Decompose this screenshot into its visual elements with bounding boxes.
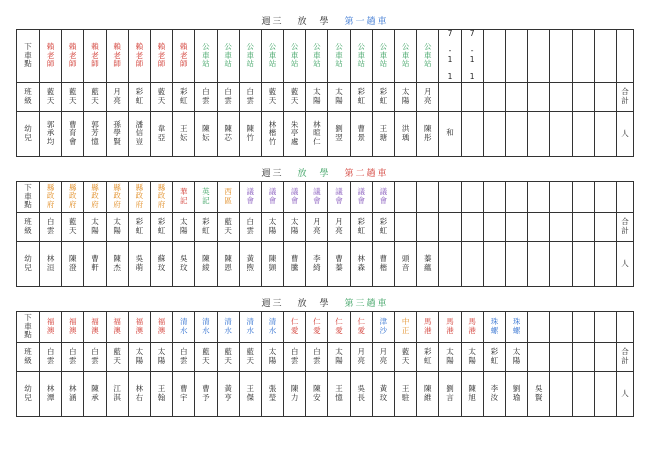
table-cell (528, 311, 550, 342)
table-cell (572, 342, 594, 371)
table-row (17, 30, 634, 83)
schedule-table (16, 29, 634, 157)
table-cell: 林 潭 (40, 371, 62, 416)
table-cell: 曹 育 會 (62, 111, 84, 156)
table-cell (483, 181, 505, 212)
block-title-segment: 放 學 (297, 17, 331, 27)
table-cell: 曹 騰 (284, 241, 306, 286)
row-tail: 人 (617, 371, 634, 416)
table-cell: 白 雲 (40, 342, 62, 371)
table-cell (483, 111, 505, 156)
table-cell (439, 212, 461, 241)
block-title-segment: 第三趟車 (344, 298, 389, 309)
table-cell: 藍 天 (239, 342, 261, 371)
table-cell (483, 212, 505, 241)
block-title (16, 166, 634, 179)
table-cell (594, 212, 616, 241)
table-cell: 福 澳 (106, 311, 128, 342)
table-cell: 公 車 站 (395, 30, 417, 83)
table-cell: 太 陽 (84, 212, 106, 241)
table-cell (572, 181, 594, 212)
row-tail: 合 計 (617, 212, 634, 241)
table-cell (550, 342, 572, 371)
table-cell (528, 181, 550, 212)
table-cell: 頭 音 (395, 241, 417, 286)
table-cell (528, 82, 550, 111)
table-cell (594, 30, 616, 83)
table-cell: 王 傑 (239, 371, 261, 416)
table-cell: 彩 虹 (173, 82, 195, 111)
table-cell: 彩 虹 (128, 212, 150, 241)
table-cell: 陳 安 (306, 371, 328, 416)
table-cell: 陳 恩 (217, 241, 239, 286)
table-cell: 公 車 站 (239, 30, 261, 83)
table-cell: 陳 芯 (217, 111, 239, 156)
table-cell (594, 311, 616, 342)
table-cell: 太 陽 (328, 342, 350, 371)
table-cell (461, 212, 483, 241)
table-cell: 仁 愛 (328, 311, 350, 342)
table-cell: 白 雲 (306, 342, 328, 371)
table-cell (505, 30, 527, 83)
block-title-segment: 放 學 (297, 298, 331, 309)
table-cell: 白 雲 (195, 82, 217, 111)
table-cell: 太 陽 (106, 212, 128, 241)
table-cell: 郭 芳 憶 (84, 111, 106, 156)
table-cell (594, 342, 616, 371)
table-cell: 議 會 (261, 181, 283, 212)
table-cell (483, 241, 505, 286)
table-cell: 福 澳 (62, 311, 84, 342)
table-cell: 公 車 站 (350, 30, 372, 83)
table-cell: 7 - 1 1 (439, 30, 461, 83)
block-title (16, 14, 634, 27)
table-cell: 劉 翌 (328, 111, 350, 156)
table-cell: 蓁 蘊 (417, 241, 439, 286)
table-cell: 白 雲 (284, 342, 306, 371)
row-header: 下 車 點 (17, 311, 40, 342)
table-cell: 張 瑩 (261, 371, 283, 416)
table-cell (550, 30, 572, 83)
table-cell: 林 洹 (40, 241, 62, 286)
table-cell: 清 水 (261, 311, 283, 342)
table-cell: 太 陽 (328, 82, 350, 111)
table-cell (572, 212, 594, 241)
table-cell (550, 371, 572, 416)
table-cell: 議 會 (328, 181, 350, 212)
table-cell: 陳 妘 (195, 111, 217, 156)
table-row (17, 371, 634, 416)
schedule-table (16, 181, 634, 287)
table-cell: 陳 力 (284, 371, 306, 416)
table-cell (572, 371, 594, 416)
table-cell: 王 憶 (328, 371, 350, 416)
table-cell: 月 亮 (306, 212, 328, 241)
table-cell: 福 澳 (128, 311, 150, 342)
table-cell: 韋 亞 (150, 111, 172, 156)
table-cell: 清 水 (195, 311, 217, 342)
table-cell: 仁 愛 (306, 311, 328, 342)
table-cell (572, 30, 594, 83)
table-cell: 議 會 (239, 181, 261, 212)
table-cell: 月 亮 (328, 212, 350, 241)
table-cell (528, 111, 550, 156)
table-cell: 馬 港 (439, 311, 461, 342)
row-tail (617, 311, 634, 342)
table-cell: 太 陽 (261, 342, 283, 371)
table-cell: 月 亮 (350, 342, 372, 371)
table-cell (550, 111, 572, 156)
table-cell: 藍 天 (284, 82, 306, 111)
table-cell: 太 陽 (173, 212, 195, 241)
table-cell (395, 212, 417, 241)
table-cell: 仁 愛 (284, 311, 306, 342)
table-row (17, 181, 634, 212)
table-cell (461, 241, 483, 286)
table-cell (550, 311, 572, 342)
table-cell: 彩 虹 (150, 212, 172, 241)
table-cell (505, 82, 527, 111)
table-cell (439, 82, 461, 111)
table-cell: 藍 天 (261, 82, 283, 111)
row-tail: 人 (617, 111, 634, 156)
table-cell: 陳 綾 (195, 241, 217, 286)
table-cell: 縣 政 府 (40, 181, 62, 212)
table-cell: 陳 竹 (239, 111, 261, 156)
table-cell: 福 澳 (150, 311, 172, 342)
table-cell: 縣 政 府 (106, 181, 128, 212)
table-cell: 賴 老 師 (62, 30, 84, 83)
table-cell: 白 雲 (62, 342, 84, 371)
row-header: 幼 兒 (17, 371, 40, 416)
table-cell: 月 亮 (417, 82, 439, 111)
table-cell: 吳 玟 (173, 241, 195, 286)
table-cell: 吳 萌 (128, 241, 150, 286)
table-cell: 王 妘 (173, 111, 195, 156)
table-cell: 彩 虹 (483, 342, 505, 371)
table-cell: 津 沙 (372, 311, 394, 342)
table-row (17, 311, 634, 342)
table-cell (572, 311, 594, 342)
table-cell: 縣 政 府 (62, 181, 84, 212)
table-cell: 馬 港 (417, 311, 439, 342)
table-cell: 彩 虹 (195, 212, 217, 241)
table-cell: 太 陽 (261, 212, 283, 241)
table-cell: 曹 軒 (84, 241, 106, 286)
table-cell: 曹 宇 (173, 371, 195, 416)
table-cell: 華 記 (173, 181, 195, 212)
table-cell: 彩 虹 (128, 82, 150, 111)
block-title-segment: 週三 (261, 17, 284, 27)
table-cell: 孫 學 賢 (106, 111, 128, 156)
table-cell: 珠 螺 (483, 311, 505, 342)
table-cell: 黃 煦 (239, 241, 261, 286)
row-header: 班 級 (17, 82, 40, 111)
table-cell (594, 181, 616, 212)
table-cell: 藍 天 (40, 82, 62, 111)
table-cell (528, 30, 550, 83)
row-header: 班 級 (17, 342, 40, 371)
table-cell (461, 82, 483, 111)
table-cell: 白 雲 (40, 212, 62, 241)
table-cell: 福 澳 (40, 311, 62, 342)
table-cell (550, 181, 572, 212)
table-cell: 蘇 玟 (150, 241, 172, 286)
table-cell: 議 會 (350, 181, 372, 212)
block-title-segment: 第二趟車 (344, 168, 389, 179)
table-cell (417, 181, 439, 212)
table-cell (594, 371, 616, 416)
table-cell: 公 車 站 (372, 30, 394, 83)
table-cell: 彩 虹 (372, 82, 394, 111)
table-cell: 7 - 1 1 (461, 30, 483, 83)
table-cell: 李 汝 (483, 371, 505, 416)
table-cell: 白 雲 (239, 82, 261, 111)
table-cell: 藍 天 (217, 342, 239, 371)
table-cell: 潘 信 豈 (128, 111, 150, 156)
table-cell: 林 右 (128, 371, 150, 416)
table-cell: 公 車 站 (195, 30, 217, 83)
table-cell: 藍 天 (150, 82, 172, 111)
table-cell: 曹 予 (195, 371, 217, 416)
table-cell: 藍 天 (195, 342, 217, 371)
table-cell: 黃 亨 (217, 371, 239, 416)
table-cell (594, 111, 616, 156)
schedule-block (16, 296, 634, 417)
table-cell: 議 會 (372, 181, 394, 212)
table-cell: 馬 港 (461, 311, 483, 342)
table-cell: 珠 螺 (505, 311, 527, 342)
table-cell: 福 澳 (84, 311, 106, 342)
table-cell: 公 車 站 (261, 30, 283, 83)
table-cell: 公 車 站 (328, 30, 350, 83)
table-cell: 太 陽 (150, 342, 172, 371)
block-title-segment: 放 學 (297, 168, 331, 179)
table-row (17, 342, 634, 371)
schedule-blocks (16, 14, 634, 417)
table-cell: 藍 天 (62, 82, 84, 111)
table-cell: 藍 天 (84, 82, 106, 111)
table-cell: 清 水 (173, 311, 195, 342)
table-cell (572, 82, 594, 111)
table-cell: 藍 天 (62, 212, 84, 241)
table-cell: 英 記 (195, 181, 217, 212)
table-row (17, 111, 634, 156)
table-cell: 賴 老 師 (128, 30, 150, 83)
table-cell (528, 241, 550, 286)
table-cell: 縣 政 府 (128, 181, 150, 212)
table-cell: 公 車 站 (306, 30, 328, 83)
table-cell: 彩 虹 (350, 212, 372, 241)
table-cell: 公 車 站 (284, 30, 306, 83)
table-cell: 白 雲 (173, 342, 195, 371)
table-cell (439, 181, 461, 212)
table-cell: 清 水 (239, 311, 261, 342)
table-cell: 王 瑭 (372, 111, 394, 156)
table-cell: 陳 澄 (62, 241, 84, 286)
table-cell: 陳 顗 (261, 241, 283, 286)
table-cell (550, 241, 572, 286)
row-tail (617, 181, 634, 212)
table-cell: 林 楷 竹 (261, 111, 283, 156)
table-cell: 公 車 站 (217, 30, 239, 83)
table-cell: 太 陽 (461, 342, 483, 371)
table-cell: 陳 彤 (417, 111, 439, 156)
table-cell: 陳 杰 (106, 241, 128, 286)
table-cell: 王 駐 (395, 371, 417, 416)
table-cell: 藍 天 (217, 212, 239, 241)
row-header: 幼 兒 (17, 241, 40, 286)
table-cell (528, 342, 550, 371)
table-cell: 賴 老 師 (40, 30, 62, 83)
table-cell (528, 212, 550, 241)
row-tail (617, 30, 634, 83)
table-cell: 彩 虹 (417, 342, 439, 371)
table-cell: 李 綺 (306, 241, 328, 286)
table-cell: 賴 老 師 (150, 30, 172, 83)
table-cell: 林 暄 仁 (306, 111, 328, 156)
schedule-block (16, 14, 634, 157)
table-cell (439, 241, 461, 286)
block-title (16, 296, 634, 309)
table-cell: 林 涵 (62, 371, 84, 416)
table-cell: 公 車 站 (417, 30, 439, 83)
table-cell: 吳 賢 (528, 371, 550, 416)
table-cell: 曹 景 (350, 111, 372, 156)
table-cell (594, 82, 616, 111)
row-tail: 合 計 (617, 342, 634, 371)
table-cell: 劉 言 (439, 371, 461, 416)
table-cell: 太 陽 (395, 82, 417, 111)
table-cell: 太 陽 (505, 342, 527, 371)
table-cell: 陳 維 (417, 371, 439, 416)
table-cell (572, 111, 594, 156)
table-cell (483, 82, 505, 111)
table-cell (550, 212, 572, 241)
table-row (17, 241, 634, 286)
table-cell: 郭 承 均 (40, 111, 62, 156)
table-cell: 江 淇 (106, 371, 128, 416)
table-cell: 月 亮 (372, 342, 394, 371)
table-cell (505, 212, 527, 241)
table-cell: 太 陽 (306, 82, 328, 111)
table-cell: 陳 旭 (461, 371, 483, 416)
table-cell: 曹 蓁 (328, 241, 350, 286)
block-title-segment: 週三 (261, 168, 284, 179)
table-cell (461, 111, 483, 156)
table-cell: 劉 瑜 (505, 371, 527, 416)
table-cell: 曹 楷 (372, 241, 394, 286)
table-cell: 朱 亭 處 (284, 111, 306, 156)
table-cell (550, 82, 572, 111)
table-row (17, 82, 634, 111)
table-cell: 縣 政 府 (84, 181, 106, 212)
table-cell (505, 241, 527, 286)
table-cell (594, 241, 616, 286)
table-cell (505, 111, 527, 156)
row-tail: 合 計 (617, 82, 634, 111)
table-cell: 林 森 (350, 241, 372, 286)
row-tail: 人 (617, 241, 634, 286)
table-cell: 賴 老 師 (106, 30, 128, 83)
row-header: 幼 兒 (17, 111, 40, 156)
table-cell: 和 (439, 111, 461, 156)
schedule-block (16, 166, 634, 287)
row-header: 下 車 點 (17, 181, 40, 212)
row-header: 班 級 (17, 212, 40, 241)
block-title-segment: 週三 (261, 298, 284, 309)
table-cell: 太 陽 (128, 342, 150, 371)
table-cell (395, 181, 417, 212)
table-cell: 仁 愛 (350, 311, 372, 342)
table-cell: 白 雲 (217, 82, 239, 111)
table-cell: 白 雲 (84, 342, 106, 371)
block-title-segment: 第一趟車 (344, 17, 389, 27)
table-cell: 白 雲 (239, 212, 261, 241)
table-cell: 陳 承 (84, 371, 106, 416)
table-cell: 西 區 (217, 181, 239, 212)
table-cell (505, 181, 527, 212)
table-cell: 清 水 (217, 311, 239, 342)
table-cell: 彩 虹 (350, 82, 372, 111)
table-cell: 月 亮 (106, 82, 128, 111)
row-header: 下 車 點 (17, 30, 40, 83)
schedule-table (16, 311, 634, 417)
table-cell: 太 陽 (284, 212, 306, 241)
table-cell: 王 翰 (150, 371, 172, 416)
table-row (17, 212, 634, 241)
table-cell: 彩 虹 (372, 212, 394, 241)
table-cell (572, 241, 594, 286)
table-cell: 藍 天 (395, 342, 417, 371)
table-cell: 藍 天 (106, 342, 128, 371)
table-cell (417, 212, 439, 241)
table-cell (461, 181, 483, 212)
table-cell: 洪 瑀 (395, 111, 417, 156)
table-cell: 太 陽 (439, 342, 461, 371)
table-cell: 中 正 (395, 311, 417, 342)
table-cell: 議 會 (306, 181, 328, 212)
table-cell: 吳 長 (350, 371, 372, 416)
table-cell: 縣 政 府 (150, 181, 172, 212)
table-cell: 賴 老 師 (173, 30, 195, 83)
table-cell: 賴 老 師 (84, 30, 106, 83)
table-cell: 議 會 (284, 181, 306, 212)
table-cell: 黃 玟 (372, 371, 394, 416)
table-cell (483, 30, 505, 83)
